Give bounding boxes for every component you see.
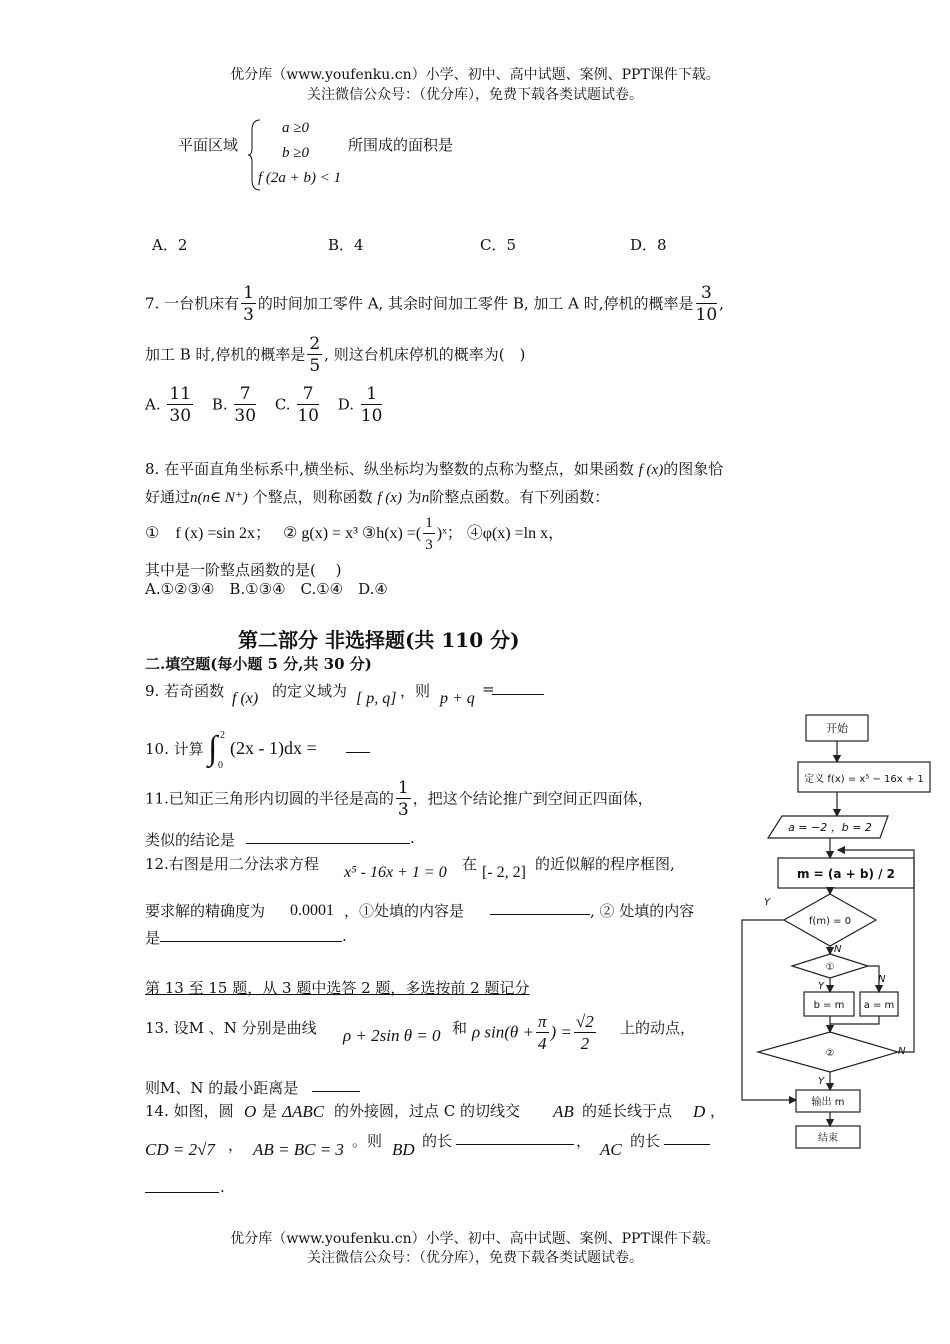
flow-arrow-yes bbox=[742, 920, 796, 1100]
q6-option-d: D．8 bbox=[630, 236, 667, 254]
q7-d-num: 1 bbox=[361, 384, 383, 405]
q14-blank-ac-1[interactable] bbox=[664, 1130, 710, 1145]
q13-text-4: 则M、N 的最小距离是 bbox=[145, 1079, 299, 1097]
q10-expression: (2x - 1)dx = bbox=[230, 738, 317, 758]
q9-text-1: 9. 若奇函数 bbox=[145, 682, 225, 700]
q13-root-num: √2 bbox=[575, 1012, 594, 1031]
q9-p-plus-q: p + q bbox=[440, 690, 475, 707]
q9-domain: [ p, q] bbox=[356, 690, 397, 707]
flow-start-label: 开始 bbox=[826, 722, 848, 735]
q7-option-b-label: B. bbox=[211, 395, 228, 414]
q8-function-4: ④φ(x) =ln x， bbox=[466, 525, 565, 543]
q6-suffix: 所围成的面积是 bbox=[348, 136, 454, 154]
q7-a-num: 11 bbox=[169, 384, 192, 404]
q14-ab: AB bbox=[553, 1102, 574, 1121]
q8-text-5: 为 bbox=[406, 488, 422, 506]
q7-text-4: 加工 B 时,停机的概率是 bbox=[145, 345, 306, 364]
q6-cond-2: b ≥0 bbox=[282, 145, 309, 161]
q10-answer-blank[interactable] bbox=[346, 738, 370, 753]
q13-pi-den: 4 bbox=[538, 1034, 547, 1053]
q10-upper-limit: 2 bbox=[220, 730, 225, 741]
flow-yes-label-3: Y bbox=[818, 1076, 825, 1087]
q14-text-9: ， bbox=[576, 1132, 592, 1150]
question-8-line-1 bbox=[145, 458, 723, 479]
q7-option-c bbox=[297, 384, 319, 427]
q8-text-6: 阶整点函数。有下列函数： bbox=[429, 488, 610, 506]
flow-output-label: 输出 m bbox=[811, 1097, 845, 1108]
q12-text-2: 在 bbox=[462, 855, 478, 873]
q9-equals: = bbox=[482, 680, 495, 698]
q13-curve-2b: ) = bbox=[550, 1022, 572, 1042]
q8-fx: f (x) bbox=[638, 462, 664, 478]
q12-text-5: ，①处填的内容是 bbox=[344, 902, 465, 920]
q14-ac: AC bbox=[600, 1140, 622, 1159]
q12-text-3: 的近似解的程序框图, bbox=[535, 855, 675, 873]
q13-pi-num: π bbox=[537, 1012, 547, 1031]
q14-text-5: ， bbox=[710, 1102, 726, 1120]
q8-text-1: 8. 在平面直角坐标系中,横坐标、纵坐标均为整数的点称为整点，如果函数 bbox=[145, 460, 634, 478]
q9-fx: f (x) bbox=[232, 690, 259, 707]
q11-num: 1 bbox=[397, 778, 409, 798]
flow-cond-3-label: ② bbox=[825, 1048, 835, 1059]
q14-ab-bc: AB = BC = 3 bbox=[253, 1140, 344, 1159]
q7-d-den: 10 bbox=[360, 406, 383, 426]
flow-cond-2-label: ① bbox=[825, 962, 835, 973]
q14-text-2: 是 bbox=[262, 1102, 278, 1120]
flow-no-label-2: N bbox=[878, 974, 886, 985]
q8-text-4: 个整点，则称函数 bbox=[252, 488, 373, 506]
q8-options: A.①②③④ B.①③④ C.①④ D.④ bbox=[145, 580, 388, 598]
q12-equation: x⁵ - 16x + 1 = 0 bbox=[344, 864, 447, 881]
q8-function-2: ② g(x) = x³ bbox=[283, 525, 358, 543]
q11-text-3: 类似的结论是 bbox=[145, 831, 236, 849]
footer-line-1: 优分库（www.youfenku.cn）小学、初中、高中试题、案例、PPT课件下载。 bbox=[230, 1231, 720, 1247]
question-8-functions bbox=[145, 513, 564, 556]
q12-text-1: 12.右图是用二分法求方程 bbox=[145, 855, 319, 873]
q7-fraction-1 bbox=[241, 283, 256, 326]
q14-text-7: 。则 bbox=[352, 1132, 383, 1150]
q12-blank-2[interactable] bbox=[160, 927, 342, 942]
q7-f3-num: 2 bbox=[309, 334, 321, 354]
part-2-title: 第二部分 非选择题(共 110 分) bbox=[238, 628, 520, 652]
flow-yes-label-1: Y bbox=[764, 897, 771, 908]
q8-f3-num: 1 bbox=[423, 513, 435, 534]
q14-bd: BD bbox=[392, 1140, 415, 1159]
q12-text-4: 要求解的精确度为 bbox=[145, 902, 266, 920]
q14-blank-ac-2[interactable] bbox=[145, 1178, 219, 1193]
q12-precision: 0.0001 bbox=[290, 902, 334, 919]
q8-n-condition: n(n∈ N⁺) bbox=[190, 490, 248, 506]
q14-text-4: 的延长线于点 bbox=[582, 1102, 673, 1120]
q10-lower-limit: 0 bbox=[218, 760, 223, 771]
q9-text-3: ，则 bbox=[400, 682, 431, 700]
q6-cond-1: a ≥0 bbox=[282, 120, 309, 136]
q12-text-8: . bbox=[342, 927, 347, 945]
q14-circle-o: O bbox=[244, 1102, 257, 1121]
q13-curve-2 bbox=[472, 1012, 598, 1055]
q11-text-4: . bbox=[410, 829, 415, 847]
q14-cd: CD = 2√7 bbox=[145, 1140, 215, 1159]
q13-curve-1: ρ + 2sin θ = 0 bbox=[343, 1026, 441, 1045]
q7-c-den: 10 bbox=[297, 406, 319, 426]
flow-define-label: 定义 f(x) = x⁵ − 16x + 1 bbox=[804, 774, 924, 785]
q8-function-3-fraction bbox=[423, 513, 435, 556]
q11-answer-blank[interactable] bbox=[246, 829, 410, 844]
header-line-1: 优分库（www.youfenku.cn）小学、初中、高中试题、案例、PPT课件下载。 bbox=[230, 67, 720, 83]
q14-triangle: ΔABC bbox=[282, 1102, 325, 1121]
q6-prefix: 平面区域 bbox=[178, 136, 239, 154]
q14-text-3: 的外接圆，过点 C 的切线交 bbox=[334, 1102, 521, 1120]
q9-text-2: 的定义域为 bbox=[272, 682, 348, 700]
q13-pi-fraction bbox=[536, 1012, 549, 1055]
flow-no-label-3: N bbox=[898, 1046, 906, 1057]
question-7-line-1 bbox=[145, 283, 724, 326]
q7-text-1: 7. 一台机床有 bbox=[145, 294, 240, 313]
q8-n: n bbox=[421, 490, 430, 506]
q13-text-3: 上的动点， bbox=[620, 1019, 696, 1037]
q12-interval: [- 2, 2] bbox=[482, 864, 526, 881]
part-2-subtitle: 二.填空题(每小题 5 分,共 30 分) bbox=[145, 655, 372, 673]
q8-text-2: 的图象恰 bbox=[663, 460, 724, 478]
q7-f1-den: 3 bbox=[243, 305, 254, 325]
q14-text-10: 的长 bbox=[630, 1132, 661, 1150]
q9-answer-blank[interactable] bbox=[492, 680, 544, 695]
question-7-options bbox=[145, 384, 384, 427]
q12-text-7: 是 bbox=[145, 929, 161, 947]
q12-text-6: , ② 处填的内容 bbox=[590, 902, 695, 920]
q14-text-11: . bbox=[220, 1178, 225, 1196]
q7-option-c-label: C. bbox=[274, 395, 291, 414]
q7-text-5: , 则这台机床停机的概率为( ) bbox=[324, 345, 526, 364]
q7-text-2: 的时间加工零件 A, 其余时间加工零件 B, 加工 A 时,停机的概率是 bbox=[257, 294, 694, 313]
q11-text-1: 11.已知正三角形内切圆的半径是高的 bbox=[145, 789, 394, 808]
question-8-line-2 bbox=[145, 486, 609, 507]
q7-option-d-label: D. bbox=[337, 395, 354, 414]
q7-c-num: 7 bbox=[297, 384, 319, 405]
q7-option-a-label: A. bbox=[145, 395, 161, 414]
q8-function-3b: )ˣ； bbox=[436, 525, 463, 543]
q11-fraction bbox=[396, 778, 411, 821]
q7-f2-den: 10 bbox=[695, 305, 718, 325]
bisection-flowchart bbox=[738, 710, 938, 1155]
flow-assign-b-label: b = m bbox=[813, 1000, 845, 1011]
q13-text-2: 和 bbox=[452, 1019, 468, 1037]
q13-root-den: 2 bbox=[580, 1034, 590, 1053]
flow-end-label: 结束 bbox=[818, 1133, 838, 1144]
q8-function-1: ① f (x) =sin 2x； bbox=[145, 525, 264, 543]
q6-option-c: C．5 bbox=[480, 236, 517, 254]
q7-f2-num: 3 bbox=[696, 283, 718, 304]
q6-option-b: B．4 bbox=[328, 236, 364, 254]
q8-fx-2: f (x) bbox=[377, 490, 402, 506]
flow-yes-label-2: Y bbox=[818, 981, 825, 992]
integral-sign-icon: ∫ bbox=[208, 730, 218, 767]
q7-fraction-3 bbox=[307, 334, 322, 377]
q7-a-den: 30 bbox=[169, 406, 192, 426]
q7-text-3: , bbox=[719, 294, 724, 313]
q6-option-a: A．2 bbox=[152, 236, 188, 254]
question-11-line-1 bbox=[145, 778, 653, 821]
flow-init-label: a = −2 ，b = 2 bbox=[788, 821, 872, 834]
q8-f3-den: 3 bbox=[425, 537, 433, 553]
q7-f3-den: 5 bbox=[309, 356, 321, 376]
q10-text-1: 10. 计算 bbox=[145, 740, 204, 758]
q13-answer-blank[interactable] bbox=[312, 1077, 360, 1092]
q14-text-6: ， bbox=[228, 1136, 244, 1154]
q13-curve-2a: ρ sin(θ + bbox=[472, 1022, 534, 1042]
q7-f1-num: 1 bbox=[243, 283, 254, 303]
q13-text-1: 13. 设M 、N 分别是曲线 bbox=[145, 1019, 317, 1037]
q7-b-num: 7 bbox=[234, 384, 256, 405]
flow-arrow-9 bbox=[830, 1016, 879, 1024]
q14-text-1: 14. 如图，圆 bbox=[145, 1102, 234, 1120]
header-line-2: 关注微信公众号：（优分库），免费下载各类试题试卷。 bbox=[307, 87, 643, 103]
q11-text-2: ，把这个结论推广到空间正四面体， bbox=[412, 789, 653, 808]
q14-point-d: D bbox=[693, 1102, 706, 1121]
q13-root-fraction bbox=[574, 1012, 596, 1055]
flow-mid-label: m = (a + b) / 2 bbox=[796, 867, 896, 881]
flow-cond-1-label: f(m) = 0 bbox=[808, 916, 852, 927]
q8-question: 其中是一阶整点函数的是( ) bbox=[145, 561, 342, 579]
q7-fraction-2 bbox=[696, 283, 718, 326]
flow-no-label-1: N bbox=[834, 944, 842, 955]
q12-blank-1[interactable] bbox=[490, 900, 590, 915]
q14-text-8: 的长 bbox=[422, 1132, 453, 1150]
q6-cond-3: f (2a + b) < 1 bbox=[258, 170, 342, 186]
q7-b-den: 30 bbox=[234, 406, 257, 426]
selection-note: 第 13 至 15 题，从 3 题中选答 2 题，多选按前 2 题记分 bbox=[145, 979, 530, 997]
footer-line-2: 关注微信公众号：（优分库），免费下载各类试题试卷。 bbox=[307, 1250, 643, 1266]
q11-den: 3 bbox=[397, 800, 409, 820]
q7-option-a bbox=[167, 384, 193, 427]
q7-option-b bbox=[234, 384, 256, 427]
q8-text-3: 好通过 bbox=[145, 488, 191, 506]
question-7-line-2 bbox=[145, 334, 525, 377]
q14-blank-bd[interactable] bbox=[456, 1130, 574, 1145]
flow-assign-a-label: a = m bbox=[863, 1000, 895, 1011]
q8-function-3a: ③h(x) =( bbox=[361, 525, 422, 543]
q7-option-d bbox=[361, 384, 383, 427]
